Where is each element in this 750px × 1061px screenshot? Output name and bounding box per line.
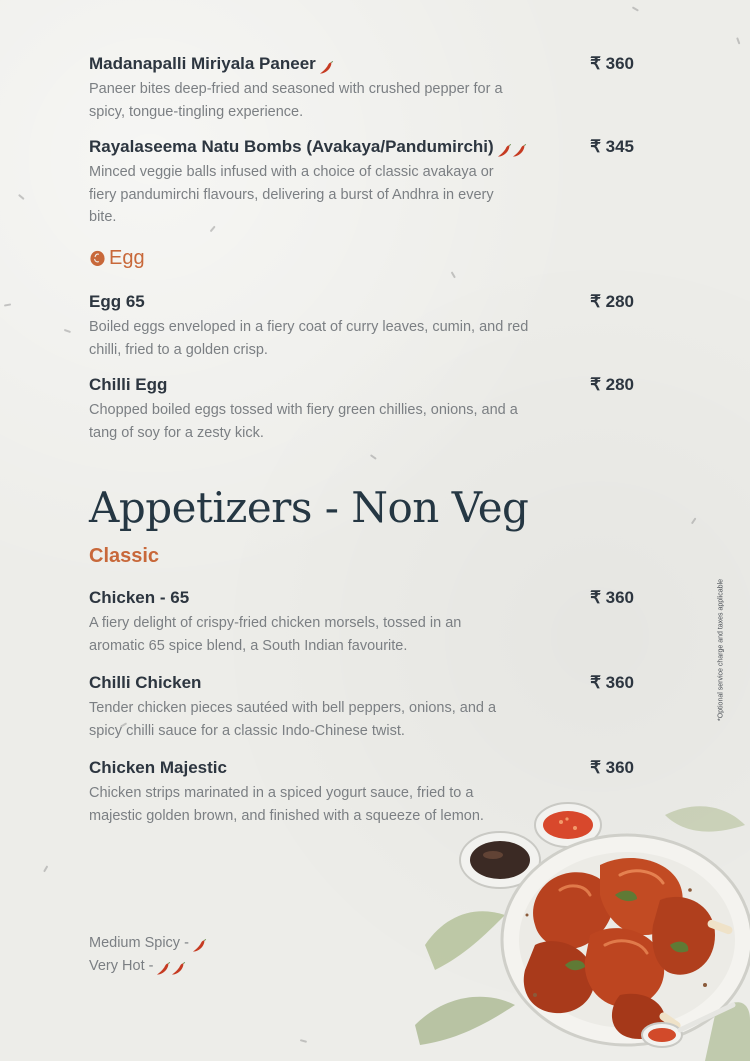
- item-description: A fiery delight of crispy-fried chicken morsels, tossed in an aromatic 65 spice blend, a South Indian favourite.: [89, 615, 462, 654]
- item-name: Chicken - 65: [89, 588, 190, 607]
- item-name: Chilli Egg: [89, 375, 168, 394]
- item-price: ₹ 360: [590, 588, 634, 607]
- item-price: ₹ 360: [590, 673, 634, 692]
- item-description: Minced veggie balls infused with a choice of classic avakaya or fiery pandumirchi flavours, delivering a burst of Andhra in every bite.: [89, 164, 494, 225]
- medium-spicy-icon: [192, 935, 207, 951]
- very-hot-icon: [156, 958, 186, 974]
- item-description: Boiled eggs enveloped in a fiery coat of curry leaves, cumin, and red chilli, fried to a golden crisp.: [89, 319, 529, 358]
- section-title: Appetizers - Non Veg: [89, 483, 529, 532]
- item-price: ₹ 360: [590, 54, 634, 73]
- very-hot-icon: [497, 140, 527, 156]
- item-description: Paneer bites deep-fried and seasoned with crushed pepper for a spicy, tongue-tingling experience.: [89, 81, 503, 120]
- legend-medium-spicy: Medium Spicy -: [89, 932, 207, 955]
- service-charge-note: *Optional service charge and taxes applicable: [717, 578, 725, 722]
- chicken-platter-illustration: [415, 795, 750, 1061]
- egg-section-heading: [89, 245, 145, 271]
- item-price: ₹ 280: [590, 292, 634, 311]
- item-price: ₹ 280: [590, 375, 634, 394]
- menu-item: [89, 672, 634, 742]
- menu-item: [89, 587, 634, 657]
- section-subheading: Classic: [89, 545, 160, 567]
- item-name: Madanapalli Miriyala Paneer: [89, 53, 634, 75]
- item-price: ₹ 345: [590, 137, 634, 156]
- menu-item: [89, 291, 634, 361]
- item-description: Chicken strips marinated in a spiced yogurt sauce, fried to a majestic golden brown, and finished with a squeeze of lemon.: [89, 785, 484, 824]
- medium-spicy-icon: [319, 57, 334, 73]
- item-name: Rayalaseema Natu Bombs (Avakaya/Pandumirchi): [89, 136, 634, 158]
- item-description: Tender chicken pieces sautéed with bell peppers, onions, and a spicy chilli sauce for a classic Indo-Chinese twist.: [89, 700, 497, 739]
- item-name: Chilli Chicken: [89, 673, 202, 692]
- item-name: Chicken Majestic: [89, 758, 227, 777]
- item-price: ₹ 360: [590, 758, 634, 777]
- menu-item: [89, 374, 634, 444]
- egg-icon: [89, 249, 106, 266]
- spice-legend: [89, 932, 207, 978]
- menu-item: [89, 136, 634, 229]
- legend-very-hot: Very Hot -: [89, 955, 207, 978]
- egg-heading-label: Egg: [109, 247, 145, 269]
- item-description: Chopped boiled eggs tossed with fiery green chillies, onions, and a tang of soy for a zesty kick.: [89, 402, 518, 441]
- menu-item: [89, 53, 634, 123]
- item-name: Egg 65: [89, 292, 145, 311]
